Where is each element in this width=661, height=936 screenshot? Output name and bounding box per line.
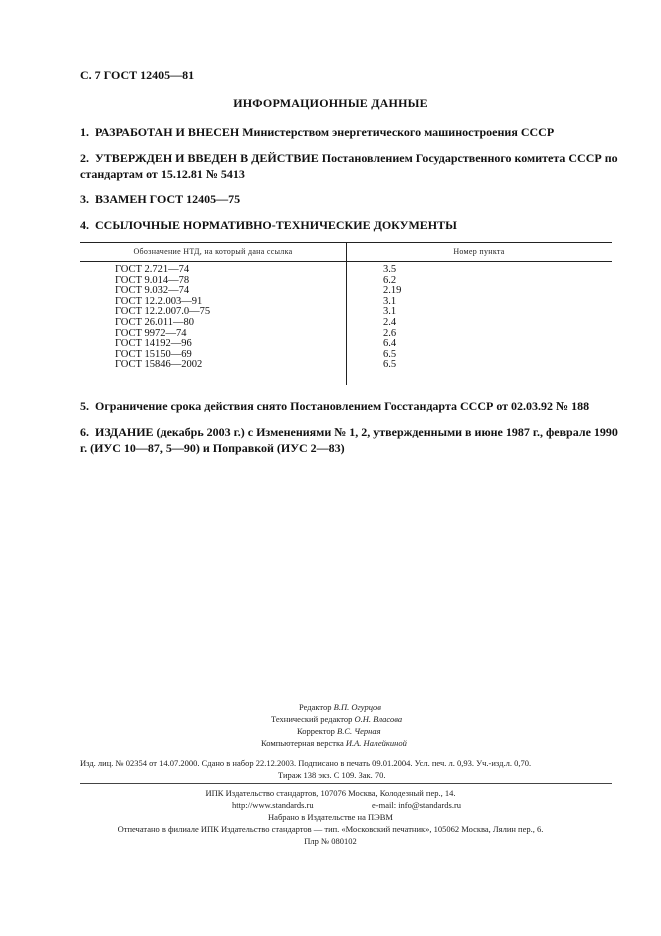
info-item-1: 1. РАЗРАБОТАН И ВНЕСЕН Министерством энергетического машиностроения СССР [80,125,555,139]
imprint-print-run: Тираж 138 экз. С 109. Зак. 70. [278,770,386,780]
imprint-license-line: Изд. лиц. № 02354 от 14.07.2000. Сдано в набор 22.12.2003. Подписано в печать 09.01.2004. Усл. печ. л. 0,93. Уч.-изд.л. 0,70. [80,758,532,768]
table-row: ГОСТ 9.014—78 6.2 [115,274,397,286]
info-item-2: 2. УТВЕРЖДЕН И ВВЕДЕН В ДЕЙСТВИЕ Постановлением Государственного комитета СССР по стандартам от 15.12.81 № 5413 [80,151,618,181]
imprint-editor: Редактор В.П. Огурцов [299,702,381,712]
imprint-typeset: Набрано в Издательстве на ПЭВМ [268,812,393,822]
table-row: ГОСТ 9.032—74 2.19 [115,285,402,297]
table-rows [80,265,612,371]
imprint-corrector: Корректор В.С. Черная [297,726,381,736]
info-item-5: 5. Ограничение срока действия снято Постановлением Госстандарта СССР от 02.03.92 № 188 [80,399,590,413]
imprint-printed: Отпечатано в филиале ИПК Издательство стандартов — тип. «Московский печатник», 105062 Москва, Лялин пер., 6. [117,824,544,834]
page-title: ИНФОРМАЦИОННЫЕ ДАННЫЕ [233,96,428,110]
imprint-plr: Плр № 080102 [304,836,357,846]
info-item-6: 6. ИЗДАНИЕ (декабрь 2003 г.) с Изменениями № 1, 2, утвержденными в июне 1987 г., феврале 1990 г. (ИУС 10—87, 5—90) и Поправкой (ИУС 2—83) [80,425,618,455]
table-row: ГОСТ 12.2.003—91 3.1 [115,295,397,307]
table-row: ГОСТ 12.2.007.0—75 3.1 [115,306,397,318]
imprint-tech-editor: Технический редактор О.Н. Власова [271,714,403,724]
table-row: ГОСТ 15846—2002 6.5 [115,359,397,371]
table-row: ГОСТ 26.011—80 2.4 [115,316,397,328]
info-item-4: 4. ССЫЛОЧНЫЕ НОРМАТИВНО-ТЕХНИЧЕСКИЕ ДОКУМЕНТЫ [80,218,457,232]
imprint-divider [80,783,612,784]
info-item-3: 3. ВЗАМЕН ГОСТ 12405—75 [80,192,241,206]
table-row: ГОСТ 2.721—74 3.5 [115,264,397,275]
table-row: ГОСТ 15150—69 6.5 [115,348,397,360]
table-header-document: Обозначение НТД, на который дана ссылка [133,247,293,256]
table-row: ГОСТ 9972—74 2.6 [115,327,397,339]
table-header-item: Номер пункта [453,247,505,256]
imprint-website: http://www.standards.ru [232,800,314,810]
imprint-layout: Компьютерная верстка И.А. Налейкиной [261,738,407,748]
table-row: ГОСТ 14192—96 6.4 [115,338,397,350]
imprint-publisher: ИПК Издательство стандартов, 107076 Москва, Колодезный пер., 14. [205,788,456,798]
imprint-email: e-mail: info@standards.ru [372,800,462,810]
page-header: С. 7 ГОСТ 12405—81 [80,68,195,82]
